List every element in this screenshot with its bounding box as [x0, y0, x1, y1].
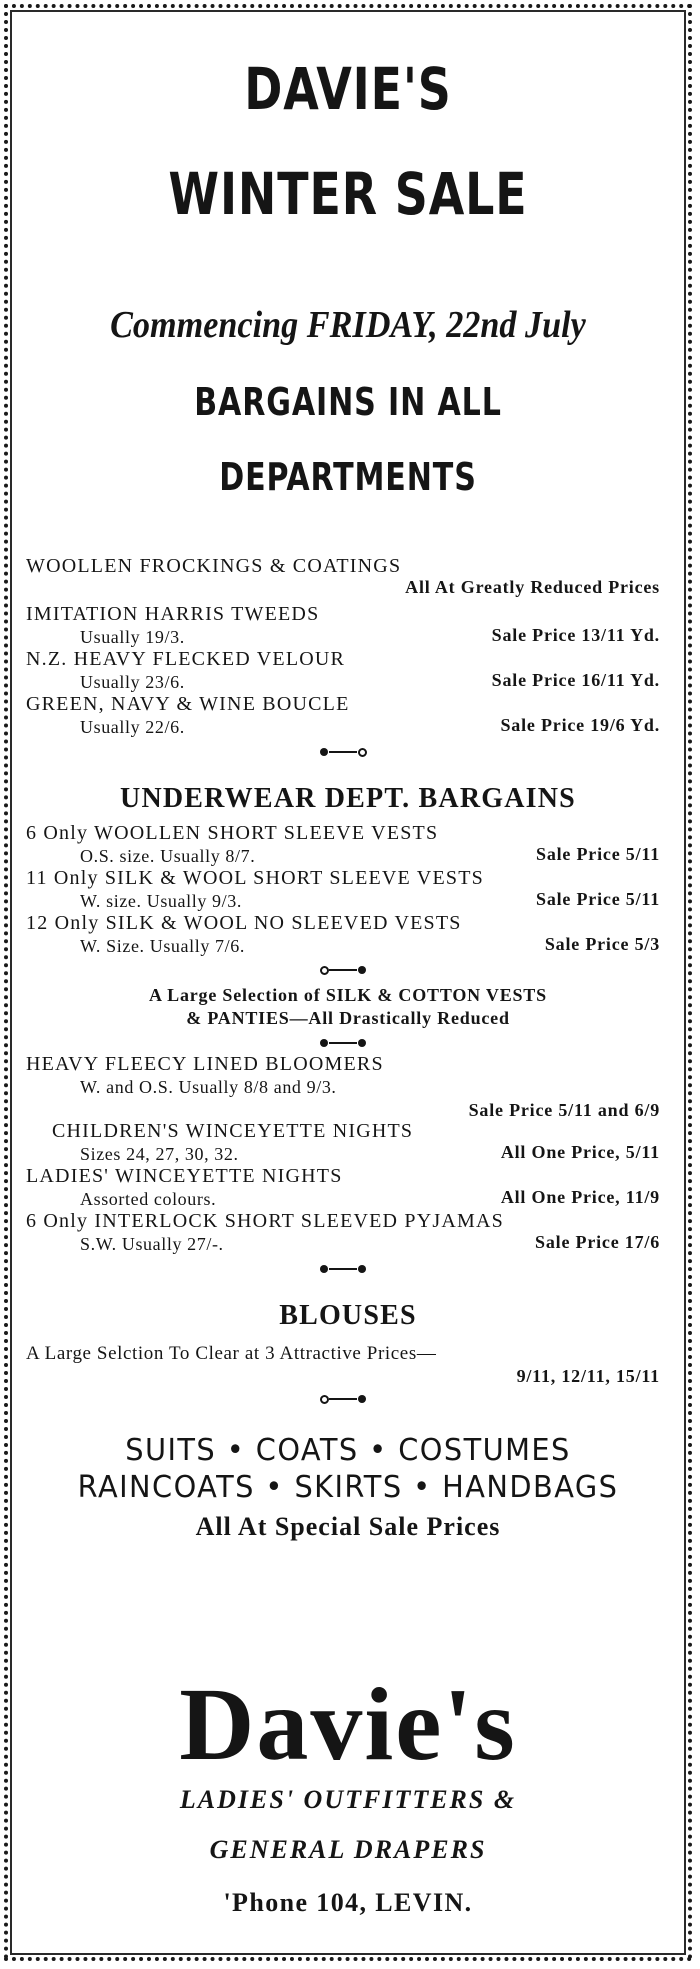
childrens-nights-price: All One Price, 5/11	[500, 1142, 660, 1162]
fabric-item-usual: Usually 19/3.	[80, 627, 185, 647]
underwear-item-usual: O.S. size. Usually 8/7.	[80, 846, 256, 866]
underwear-item-price: Sale Price 5/11	[536, 889, 660, 909]
underwear-item-usual: W. Size. Usually 7/6.	[80, 936, 245, 956]
woollen-frockings-note: All At Greatly Reduced Prices	[405, 577, 660, 597]
childrens-nights-name: CHILDREN'S WINCEYETTE NIGHTS	[52, 1120, 414, 1142]
section-separator	[0, 963, 700, 977]
tagline-drapers: GENERAL DRAPERS	[209, 1835, 487, 1864]
underwear-item-price: Sale Price 5/11	[536, 844, 660, 864]
bargains-heading-line1: BARGAINS IN ALL	[194, 380, 502, 424]
fabric-item-price: Sale Price 19/6 Yd.	[500, 715, 660, 735]
underwear-item-usual: W. size. Usually 9/3.	[80, 891, 242, 911]
childrens-nights-sizes: Sizes 24, 27, 30, 32.	[80, 1144, 239, 1164]
pyjamas-name: 6 Only INTERLOCK SHORT SLEEVED PYJAMAS	[26, 1210, 504, 1232]
section-separator	[0, 1036, 700, 1050]
blouses-title: BLOUSES	[279, 1300, 417, 1331]
garments-line2: RAINCOATS • SKIRTS • HANDBAGS	[77, 1470, 619, 1505]
bloomers-price: Sale Price 5/11 and 6/9	[468, 1100, 660, 1120]
fabric-item-price: Sale Price 13/11 Yd.	[491, 625, 660, 645]
bloomers-name: HEAVY FLEECY LINED BLOOMERS	[26, 1053, 384, 1075]
commencing-date: Commencing FRIDAY, 22nd July	[110, 304, 586, 346]
fabric-item-usual: Usually 23/6.	[80, 672, 185, 692]
davies-logo: Davie's	[179, 1667, 517, 1782]
ladies-nights-name: LADIES' WINCEYETTE NIGHTS	[26, 1165, 343, 1187]
vests-selection-line2: & PANTIES—All Drastically Reduced	[186, 1008, 510, 1028]
ladies-nights-price: All One Price, 11/9	[500, 1187, 660, 1207]
pyjamas-usual: S.W. Usually 27/-.	[80, 1234, 224, 1254]
ad-inner-border	[10, 10, 686, 1955]
ladies-nights-note: Assorted colours.	[80, 1189, 217, 1209]
bargains-heading-line2: DEPARTMENTS	[219, 455, 477, 499]
pyjamas-price: Sale Price 17/6	[535, 1232, 660, 1252]
phone-levin: 'Phone 104, LEVIN.	[223, 1888, 473, 1917]
bloomers-usual: W. and O.S. Usually 8/8 and 9/3.	[80, 1077, 337, 1097]
fabric-item-price: Sale Price 16/11 Yd.	[491, 670, 660, 690]
section-separator	[0, 1392, 700, 1406]
underwear-item-name: 6 Only WOOLLEN SHORT SLEEVE VESTS	[26, 822, 439, 844]
underwear-item-name: 12 Only SILK & WOOL NO SLEEVED VESTS	[26, 912, 462, 934]
store-title: DAVIE'S	[244, 55, 452, 123]
underwear-item-name: 11 Only SILK & WOOL SHORT SLEEVE VESTS	[26, 867, 484, 889]
section-separator	[0, 745, 700, 759]
blouses-line1: A Large Selction To Clear at 3 Attractive Prices—	[26, 1343, 437, 1364]
garments-line1: SUITS • COATS • COSTUMES	[125, 1433, 571, 1468]
woollen-frockings-name: WOOLLEN FROCKINGS & COATINGS	[26, 555, 402, 577]
fabric-item-name: N.Z. HEAVY FLECKED VELOUR	[26, 648, 346, 670]
fabric-item-name: IMITATION HARRIS TWEEDS	[26, 603, 320, 625]
special-prices-line: All At Special Sale Prices	[195, 1512, 501, 1541]
underwear-dept-title: UNDERWEAR DEPT. BARGAINS	[120, 783, 576, 814]
fabric-item-name: GREEN, NAVY & WINE BOUCLE	[26, 693, 350, 715]
vests-selection-line1: A Large Selection of SILK & COTTON VESTS	[149, 985, 547, 1005]
fabric-item-usual: Usually 22/6.	[80, 717, 185, 737]
sale-title: WINTER SALE	[168, 160, 528, 228]
underwear-item-price: Sale Price 5/3	[544, 934, 660, 954]
section-separator	[0, 1262, 700, 1276]
blouses-prices: 9/11, 12/11, 15/11	[516, 1366, 660, 1386]
tagline-outfitters: LADIES' OUTFITTERS &	[179, 1785, 517, 1814]
